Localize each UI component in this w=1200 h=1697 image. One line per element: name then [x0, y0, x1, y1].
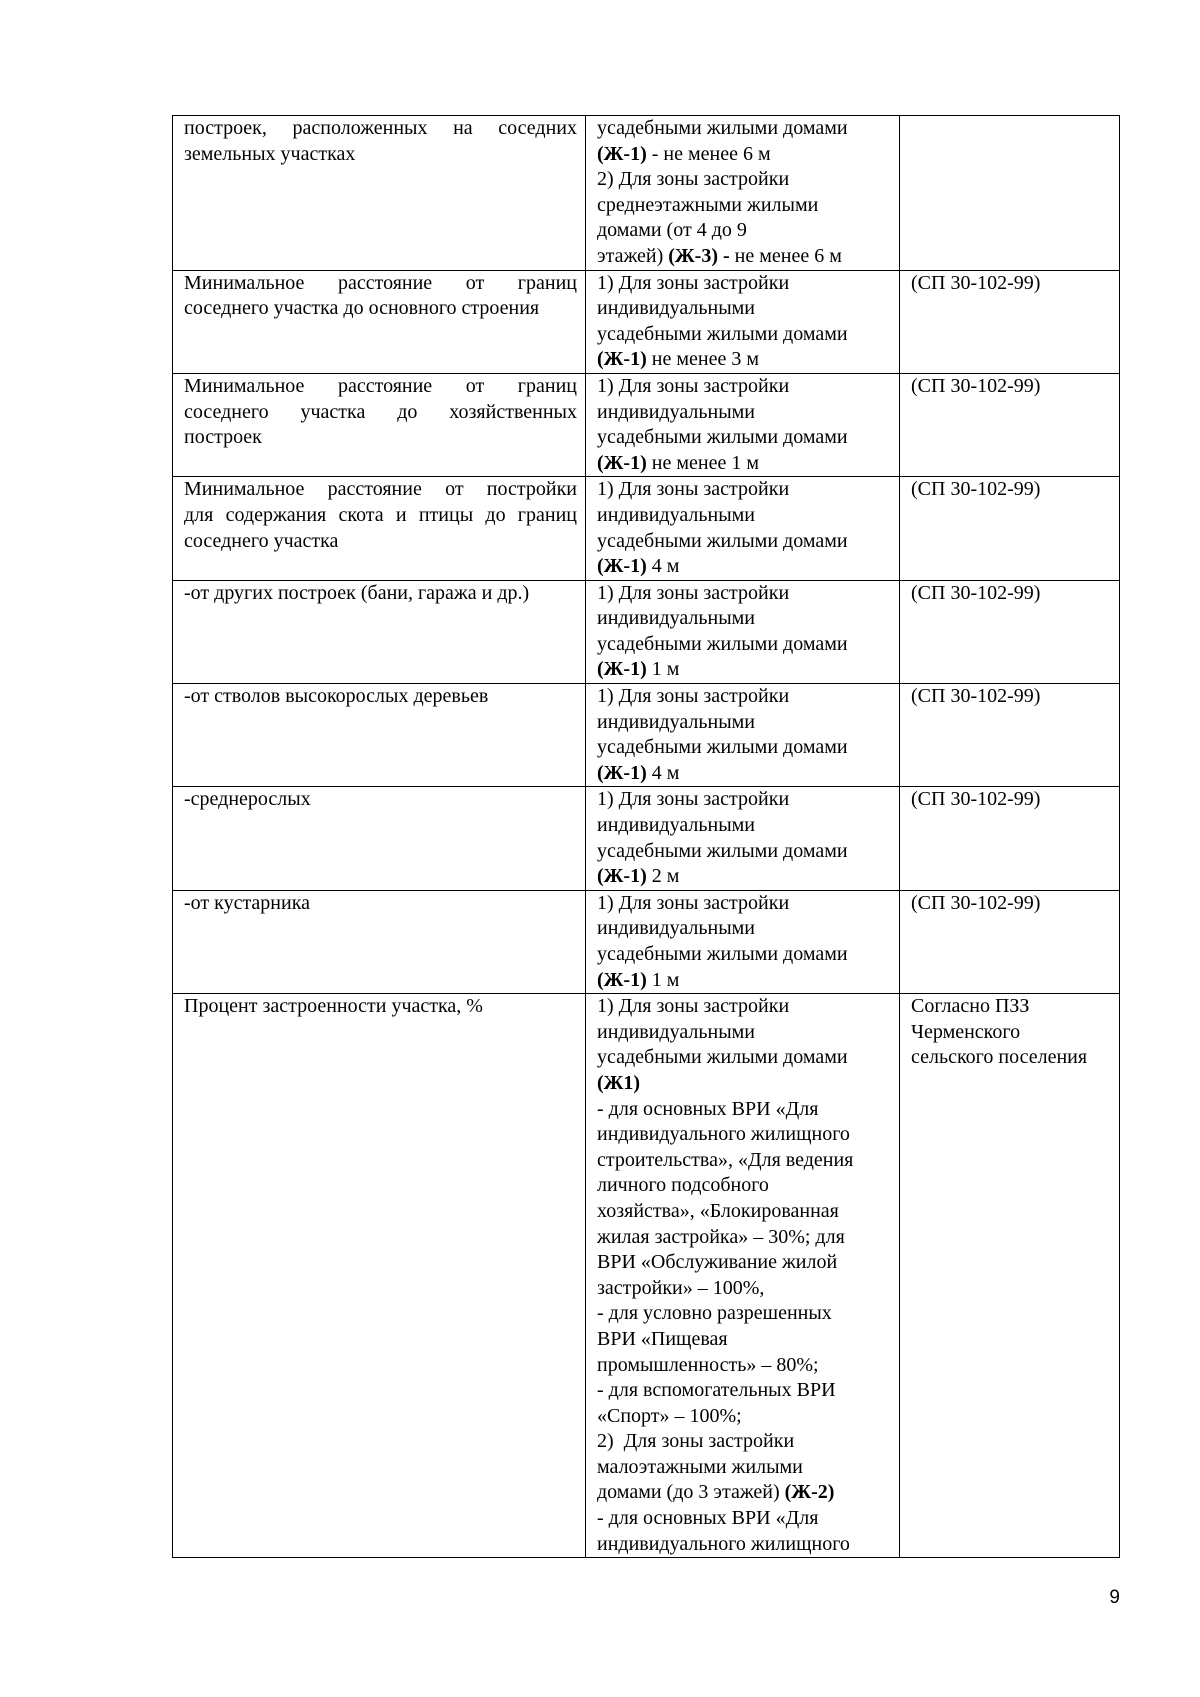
value-text-line: [597, 813, 891, 839]
value-text: этажей): [597, 244, 669, 267]
value-cell: [586, 477, 900, 580]
value-text: усадебными жилыми домами: [597, 529, 848, 552]
value-text: индивидуальными: [597, 710, 755, 733]
parameter-cell: [173, 684, 586, 787]
zone-code: (Ж-1): [597, 658, 647, 681]
value-text: - не менее 6 м: [646, 142, 771, 165]
value-text: - для основных ВРИ «Для: [597, 1507, 819, 1530]
value-text: 2) Для зоны застройки: [597, 1430, 795, 1453]
source-text-line: (СП 30-102-99): [911, 581, 1041, 604]
parameter-text-line: построек, расположенных на соседних: [184, 117, 577, 139]
value-text: 1) Для зоны застройки: [597, 581, 790, 604]
value-text-line: [597, 1404, 891, 1430]
source-text-line: сельского поселения: [911, 1046, 1088, 1069]
parameter-cell: [173, 373, 586, 476]
parameter-text-line: -от других построек (бани, гаража и др.): [184, 581, 530, 604]
value-text: строительства», «Для ведения: [597, 1148, 854, 1171]
value-text-line: [597, 710, 891, 736]
source-cell: [900, 890, 1120, 993]
zone-code: (Ж1): [597, 1071, 641, 1094]
value-text-line: [597, 606, 891, 632]
value-text: усадебными жилыми домами: [597, 1046, 848, 1069]
value-text-line: [597, 1455, 891, 1481]
value-text-line: [597, 1480, 891, 1506]
value-text-line: [597, 864, 891, 890]
value-text: ВРИ «Обслуживание жилой: [597, 1251, 838, 1274]
value-text-line: [597, 581, 891, 607]
zone-code: (Ж-1): [597, 555, 647, 578]
value-text: среднеэтажными жилыми: [597, 193, 819, 216]
value-text: не менее 1 м: [646, 451, 759, 474]
value-text: 2) Для зоны застройки: [597, 168, 790, 191]
value-text-line: [597, 632, 891, 658]
value-cell: [586, 684, 900, 787]
value-text-line: [597, 451, 891, 477]
value-text-line: [597, 554, 891, 580]
value-cell: [586, 270, 900, 373]
parameter-text-line: соседнего участка до основного строения: [184, 297, 540, 320]
value-text-line: [597, 657, 891, 683]
zone-code: (Ж-3) -: [668, 244, 730, 267]
parameter-text-line: земельных участках: [184, 142, 356, 165]
value-text: 1) Для зоны застройки: [597, 374, 790, 397]
source-text-line: Черменского: [911, 1020, 1021, 1043]
value-cell: [586, 580, 900, 683]
value-text: 1) Для зоны застройки: [597, 891, 790, 914]
source-cell: [900, 684, 1120, 787]
value-text-line: [597, 735, 891, 761]
value-cell: [586, 787, 900, 890]
table-row: [173, 684, 1120, 787]
parameter-cell: [173, 270, 586, 373]
value-cell: [586, 373, 900, 476]
value-text: индивидуального жилищного: [597, 1532, 850, 1555]
value-text: усадебными жилыми домами: [597, 736, 848, 759]
table-row: [173, 373, 1120, 476]
parameter-cell: [173, 890, 586, 993]
value-text-line: [597, 761, 891, 787]
value-text-line: [597, 1045, 891, 1071]
parameter-text-line: соседнего участка до хозяйственных: [184, 400, 577, 423]
value-text: - для основных ВРИ «Для: [597, 1097, 819, 1120]
value-text: личного подсобного: [597, 1174, 769, 1197]
value-text: - для вспомогательных ВРИ: [597, 1379, 836, 1402]
zone-code: (Ж-1): [597, 761, 647, 784]
source-text-line: (СП 30-102-99): [911, 685, 1041, 708]
source-cell: [900, 787, 1120, 890]
value-text: «Спорт» – 100%;: [597, 1404, 742, 1427]
value-text-line: [597, 1301, 891, 1327]
value-text: не менее 6 м: [729, 244, 842, 267]
parameter-text-line: Процент застроенности участка, %: [184, 995, 483, 1018]
value-text-line: [597, 1429, 891, 1455]
table-row: [173, 477, 1120, 580]
source-text-line: (СП 30-102-99): [911, 788, 1041, 811]
value-text-line: [597, 839, 891, 865]
value-text: усадебными жилыми домами: [597, 426, 848, 449]
source-text-line: Согласно ПЗЗ: [911, 995, 1030, 1018]
parameter-text-line: -от стволов высокорослых деревьев: [184, 685, 489, 708]
value-text-line: [597, 1276, 891, 1302]
value-text: усадебными жилыми домами: [597, 117, 848, 139]
value-text-line: [597, 425, 891, 451]
source-cell: [900, 580, 1120, 683]
value-text-line: [597, 968, 891, 994]
value-text: индивидуальными: [597, 400, 755, 423]
value-text-line: [597, 347, 891, 373]
value-text: 1) Для зоны застройки: [597, 788, 790, 811]
table-row: [173, 580, 1120, 683]
source-cell: [900, 373, 1120, 476]
value-text-line: [597, 1506, 891, 1532]
source-cell: [900, 116, 1120, 271]
value-text-line: [597, 1225, 891, 1251]
parameter-text-line: соседнего участка: [184, 529, 339, 552]
value-text-line: [597, 400, 891, 426]
value-text: хозяйства», «Блокированная: [597, 1199, 839, 1222]
parameter-text-line: Минимальное расстояние от границ: [184, 271, 577, 294]
source-cell: [900, 477, 1120, 580]
value-text: - для условно разрешенных: [597, 1302, 832, 1325]
source-text-line: (СП 30-102-99): [911, 271, 1041, 294]
source-text-line: (СП 30-102-99): [911, 374, 1041, 397]
value-text: 1) Для зоны застройки: [597, 478, 790, 501]
table-row: [173, 787, 1120, 890]
value-text: домами (от 4 до 9: [597, 219, 747, 242]
value-text-line: [597, 244, 891, 270]
parameter-cell: [173, 994, 586, 1558]
parameter-text-line: построек: [184, 426, 262, 449]
value-text: 1) Для зоны застройки: [597, 685, 790, 708]
value-text-line: [597, 374, 891, 400]
value-text-line: [597, 994, 891, 1020]
value-text: 4 м: [646, 555, 680, 578]
value-text-line: [597, 167, 891, 193]
value-text: индивидуальными: [597, 917, 755, 940]
parameter-text-line: Минимальное расстояние от постройки: [184, 478, 577, 501]
value-cell: [586, 116, 900, 271]
parameter-cell: [173, 787, 586, 890]
source-cell: [900, 994, 1120, 1558]
value-text-line: [597, 891, 891, 917]
value-text: индивидуальными: [597, 607, 755, 630]
value-text-line: [597, 193, 891, 219]
parameter-text-line: Минимальное расстояние от границ: [184, 374, 577, 397]
parameter-cell: [173, 580, 586, 683]
value-text-line: [597, 529, 891, 555]
value-text-line: [597, 1378, 891, 1404]
value-text-line: [597, 787, 891, 813]
table-row: [173, 270, 1120, 373]
regulations-table-body: [173, 116, 1120, 1558]
value-text: не менее 3 м: [646, 348, 759, 371]
value-text-line: [597, 1148, 891, 1174]
value-text-line: [597, 116, 891, 142]
value-text: усадебными жилыми домами: [597, 839, 848, 862]
value-text: усадебными жилыми домами: [597, 632, 848, 655]
value-text: застройки» – 100%,: [597, 1276, 765, 1299]
value-text-line: [597, 1199, 891, 1225]
value-text: ВРИ «Пищевая: [597, 1327, 728, 1350]
value-text: индивидуального жилищного: [597, 1123, 850, 1146]
zone-code: (Ж-1): [597, 348, 647, 371]
parameter-cell: [173, 477, 586, 580]
value-text: индивидуальными: [597, 1020, 755, 1043]
parameter-text-line: -от кустарника: [184, 891, 311, 914]
value-text-line: [597, 1097, 891, 1123]
value-text-line: [597, 477, 891, 503]
value-text-line: [597, 271, 891, 297]
value-text: индивидуальными: [597, 503, 755, 526]
value-text-line: [597, 1532, 891, 1558]
table-row: [173, 890, 1120, 993]
page-number: 9: [1109, 1587, 1120, 1608]
value-text: индивидуальными: [597, 814, 755, 837]
value-text-line: [597, 142, 891, 168]
value-text: 2 м: [646, 865, 680, 888]
table-row: [173, 116, 1120, 271]
parameter-cell: [173, 116, 586, 271]
value-text-line: [597, 942, 891, 968]
value-text-line: [597, 1071, 891, 1097]
value-text-line: [597, 1327, 891, 1353]
source-text-line: (СП 30-102-99): [911, 891, 1041, 914]
value-text: 4 м: [646, 761, 680, 784]
value-text-line: [597, 1353, 891, 1379]
value-text-line: [597, 1250, 891, 1276]
zone-code: (Ж-1): [597, 968, 647, 991]
table-row: [173, 994, 1120, 1558]
value-text: домами (до 3 этажей): [597, 1481, 785, 1504]
value-text-line: [597, 1173, 891, 1199]
value-text: индивидуальными: [597, 297, 755, 320]
value-text-line: [597, 916, 891, 942]
value-text-line: [597, 296, 891, 322]
value-text: 1) Для зоны застройки: [597, 995, 790, 1018]
zone-code: (Ж-2): [784, 1481, 835, 1504]
zone-code: (Ж-1): [597, 142, 647, 165]
value-cell: [586, 994, 900, 1558]
source-cell: [900, 270, 1120, 373]
parameter-text-line: -среднерослых: [184, 788, 311, 811]
value-text: усадебными жилыми домами: [597, 943, 848, 965]
value-text: малоэтажными жилыми: [597, 1455, 803, 1478]
value-text-line: [597, 322, 891, 348]
source-text-line: (СП 30-102-99): [911, 478, 1041, 501]
regulations-table: [172, 115, 1120, 1558]
parameter-text-line: для содержания скота и птицы до границ: [184, 503, 577, 526]
value-text: 1 м: [646, 658, 680, 681]
value-cell: [586, 890, 900, 993]
value-text: 1) Для зоны застройки: [597, 271, 790, 294]
value-text: 1 м: [646, 968, 680, 991]
value-text-line: [597, 684, 891, 710]
value-text: усадебными жилыми домами: [597, 322, 848, 345]
zone-code: (Ж-1): [597, 451, 647, 474]
value-text-line: [597, 503, 891, 529]
value-text-line: [597, 1020, 891, 1046]
value-text: жилая застройка» – 30%; для: [597, 1225, 845, 1248]
zone-code: (Ж-1): [597, 865, 647, 888]
value-text: промышленность» – 80%;: [597, 1353, 819, 1376]
value-text-line: [597, 218, 891, 244]
value-text-line: [597, 1122, 891, 1148]
